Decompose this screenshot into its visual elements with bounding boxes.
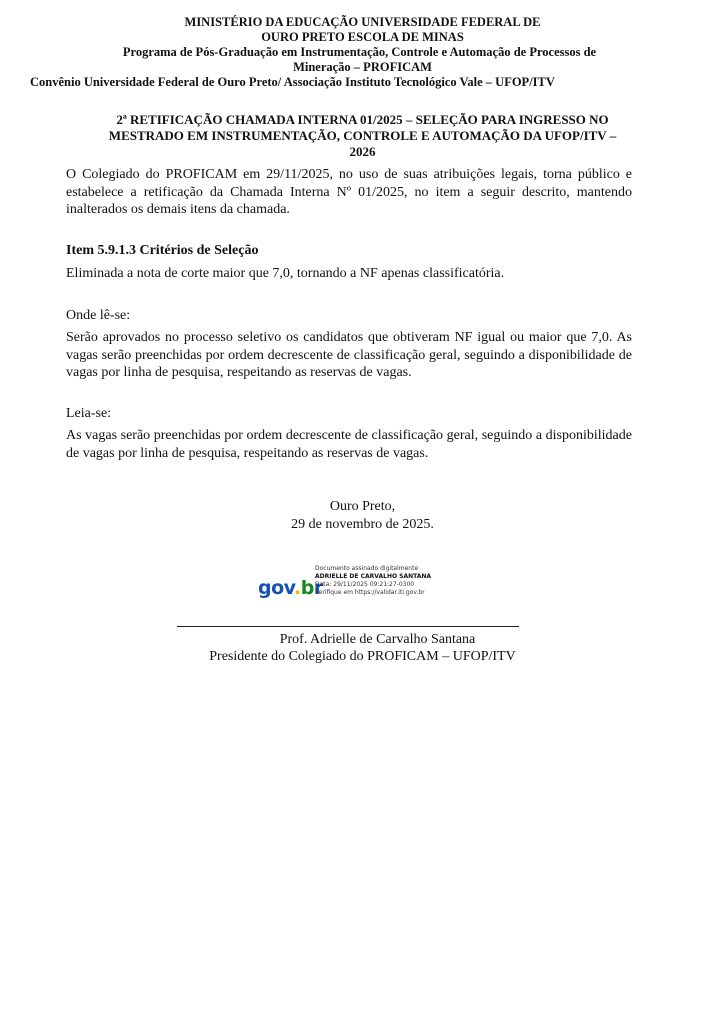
closing-date: 29 de novembro de 2025. [291, 517, 434, 532]
item-note: Eliminada a nota de corte maior que 7,0, tornando a NF apenas classificatória. [66, 266, 505, 281]
signature-details [315, 565, 431, 597]
digital-signature-stamp [258, 565, 438, 611]
document-title-line3: 2026 [349, 144, 376, 159]
closing-place: Ouro Preto, [329, 499, 396, 514]
header-ministry: MINISTÉRIO DA EDUCAÇÃO UNIVERSIDADE FEDERAL DE [184, 15, 541, 29]
signature-caption: Documento assinado digitalmente [315, 565, 419, 572]
signature-line [177, 626, 519, 627]
leia-se-label: Leia-se: [66, 406, 112, 421]
signature-name: ADRIELLE DE CARVALHO SANTANA [315, 573, 432, 580]
header-program-cont: Mineração – PROFICAM [293, 60, 432, 74]
signatory-name: Prof. Adrielle de Carvalho Santana [279, 632, 476, 647]
document-title-line2: MESTRADO EM INSTRUMENTAÇÃO, CONTROLE E AUTOMAÇÃO DA UFOP/ITV – [108, 128, 617, 143]
header-school: OURO PRETO ESCOLA DE MINAS [261, 30, 464, 44]
header-program: Programa de Pós-Graduação em Instrumentação, Controle e Automação de Processos de [122, 45, 597, 59]
document-title-line1: 2ª RETIFICAÇÃO CHAMADA INTERNA 01/2025 – SELEÇÃO PARA INGRESSO NO [116, 112, 609, 127]
govbr-logo: gov.br [258, 577, 323, 599]
header-agreement: Convênio Universidade Federal de Ouro Preto/ Associação Instituto Tecnológico Vale – UFOP/ITV [30, 75, 555, 89]
signatory-role: Presidente do Colegiado do PROFICAM – UFOP/ITV [209, 649, 516, 664]
signature-date: Data: 29/11/2025 09:21:27-0300 [315, 581, 415, 588]
leia-se-text: As vagas serão preenchidas por ordem decrescente de classificação geral, seguindo a disponibilidade de vagas por linha de pesquisa, respeitando as reservas de vagas. [66, 428, 632, 461]
signature-verify-link[interactable]: Verifique em https://validar.iti.gov.br [315, 589, 425, 596]
onde-le-se-text: Serão aprovados no processo seletivo os candidatos que obtiveram NF igual ou maior que 7,0. As vagas serão preenchidas por ordem decrescente de classificação geral, seguindo a disponibilidade de vagas por linha de pesquisa, respeitando as reservas de vagas. [66, 330, 632, 380]
intro-paragraph: O Colegiado do PROFICAM em 29/11/2025, no uso de suas atribuições legais, torna público e estabelece a retificação da Chamada Interna Nº 01/2025, no item a seguir descrito, mantendo inalterados os demais itens da chamada. [66, 167, 632, 217]
item-heading: Item 5.9.1.3 Critérios de Seleção [66, 243, 259, 258]
onde-le-se-label: Onde lê-se: [66, 308, 131, 323]
